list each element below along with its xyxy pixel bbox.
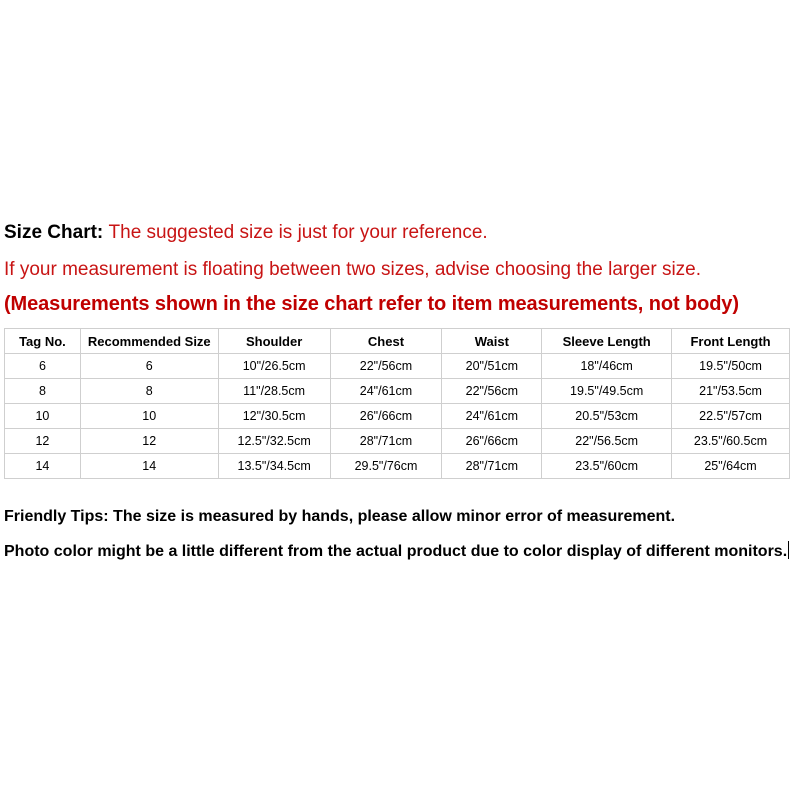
table-cell: 12 bbox=[80, 429, 218, 454]
header-recommended-size: Recommended Size bbox=[80, 329, 218, 354]
table-cell: 28"/71cm bbox=[330, 429, 442, 454]
header-shoulder: Shoulder bbox=[218, 329, 330, 354]
table-cell: 10 bbox=[5, 404, 81, 429]
text-cursor bbox=[788, 541, 789, 559]
table-cell: 14 bbox=[80, 454, 218, 479]
table-cell: 13.5"/34.5cm bbox=[218, 454, 330, 479]
table-cell: 8 bbox=[80, 379, 218, 404]
table-row bbox=[5, 429, 790, 454]
header-waist: Waist bbox=[442, 329, 542, 354]
size-advice: If your measurement is floating between two sizes, advise choosing the larger size. bbox=[4, 259, 702, 280]
size-chart-label: Size Chart bbox=[4, 222, 97, 243]
table-cell: 10 bbox=[80, 404, 218, 429]
table-cell: 8 bbox=[5, 379, 81, 404]
table-cell: 22"/56cm bbox=[442, 379, 542, 404]
table-cell: 26"/66cm bbox=[330, 404, 442, 429]
table-cell: 26"/66cm bbox=[442, 429, 542, 454]
table-cell: 6 bbox=[80, 354, 218, 379]
size-table bbox=[4, 328, 790, 479]
table-cell: 22"/56.5cm bbox=[542, 429, 672, 454]
friendly-tips: Friendly Tips: The size is measured by hands, please allow minor error of measurement. bbox=[4, 508, 676, 525]
table-header-row bbox=[5, 329, 790, 354]
table-cell: 12.5"/32.5cm bbox=[218, 429, 330, 454]
table-cell: 28"/71cm bbox=[442, 454, 542, 479]
table-cell: 24"/61cm bbox=[442, 404, 542, 429]
table-cell: 21"/53.5cm bbox=[672, 379, 790, 404]
table-cell: 14 bbox=[5, 454, 81, 479]
table-row bbox=[5, 354, 790, 379]
photo-color-note bbox=[4, 541, 794, 563]
table-cell: 20.5"/53cm bbox=[542, 404, 672, 429]
table-cell: 12"/30.5cm bbox=[218, 404, 330, 429]
header-tag-no: Tag No. bbox=[5, 329, 81, 354]
table-cell: 11"/28.5cm bbox=[218, 379, 330, 404]
table-cell: 18"/46cm bbox=[542, 354, 672, 379]
table-cell: 19.5"/50cm bbox=[672, 354, 790, 379]
table-cell: 29.5"/76cm bbox=[330, 454, 442, 479]
table-cell: 6 bbox=[5, 354, 81, 379]
table-cell: 23.5"/60.5cm bbox=[672, 429, 790, 454]
table-cell: 22.5"/57cm bbox=[672, 404, 790, 429]
size-chart-intro bbox=[4, 222, 488, 244]
table-cell: 23.5"/60cm bbox=[542, 454, 672, 479]
header-front-length: Front Length bbox=[672, 329, 790, 354]
header-sleeve-length: Sleeve Length bbox=[542, 329, 672, 354]
table-row bbox=[5, 404, 790, 429]
measurement-disclaimer: (Measurements shown in the size chart refer to item measurements, not body) bbox=[4, 293, 739, 315]
table-row bbox=[5, 379, 790, 404]
table-cell: 12 bbox=[5, 429, 81, 454]
table-row bbox=[5, 454, 790, 479]
header-chest: Chest bbox=[330, 329, 442, 354]
table-cell: 10"/26.5cm bbox=[218, 354, 330, 379]
table-cell: 22"/56cm bbox=[330, 354, 442, 379]
reference-note: The suggested size is just for your reference. bbox=[108, 222, 488, 243]
table-cell: 24"/61cm bbox=[330, 379, 442, 404]
label-colon: : bbox=[96, 222, 109, 243]
table-cell: 20"/51cm bbox=[442, 354, 542, 379]
table-cell: 19.5"/49.5cm bbox=[542, 379, 672, 404]
table-cell: 25"/64cm bbox=[672, 454, 790, 479]
photo-color-note-text: Photo color might be a little different from the actual product due to color display of different monitors. bbox=[4, 543, 788, 560]
